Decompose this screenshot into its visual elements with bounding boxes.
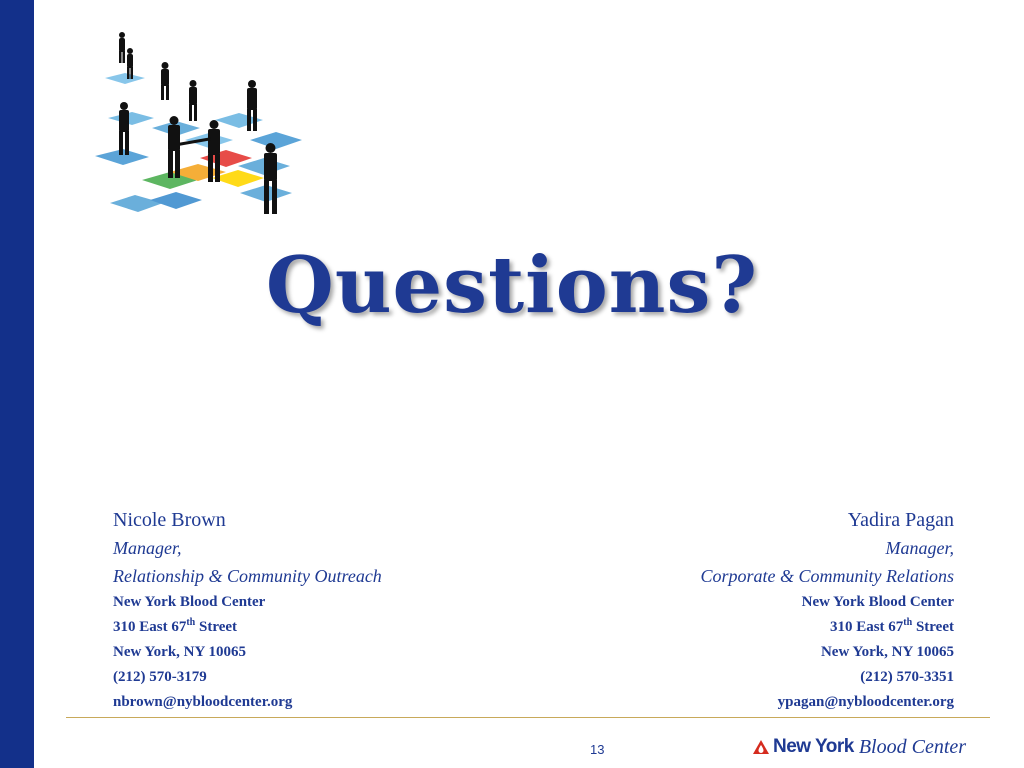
contact-email[interactable]: nbrown@nybloodcenter.org xyxy=(113,694,293,710)
street-ordinal: th xyxy=(903,617,913,628)
street-number: 310 East 67 xyxy=(113,619,187,635)
contact-street xyxy=(113,615,533,640)
street-ordinal: th xyxy=(186,617,196,628)
street-number: 310 East 67 xyxy=(829,619,904,635)
contact-email[interactable]: ypagan@nybloodcenter.org xyxy=(777,694,954,710)
footer-divider xyxy=(66,717,990,718)
slide-title: Questions? xyxy=(265,240,759,331)
street-word: Street xyxy=(195,619,238,635)
contact-department: Corporate & Community Relations xyxy=(700,566,954,586)
contact-card-nicole-brown xyxy=(113,506,533,715)
page-number: 13 xyxy=(590,742,605,757)
contact-organization: New York Blood Center xyxy=(113,594,266,610)
contact-street xyxy=(534,615,954,640)
left-accent-bar xyxy=(0,0,34,768)
contact-title: Manager, xyxy=(113,538,182,558)
blood-drop-triangle-icon xyxy=(752,739,770,755)
contact-title: Manager, xyxy=(885,538,954,558)
contact-card-yadira-pagan xyxy=(534,506,954,715)
contact-name: Nicole Brown xyxy=(113,509,226,531)
business-people-puzzle-illustration xyxy=(90,28,315,253)
logo-new-york-text: New York xyxy=(773,736,854,757)
new-york-blood-center-logo xyxy=(752,735,966,759)
logo-blood-center-text: Blood Center xyxy=(858,735,967,758)
contact-name: Yadira Pagan xyxy=(847,509,954,531)
contact-organization: New York Blood Center xyxy=(801,594,954,610)
contact-city: New York, NY 10065 xyxy=(820,644,954,660)
contact-department: Relationship & Community Outreach xyxy=(113,566,382,586)
street-word: Street xyxy=(912,619,954,635)
contact-phone: (212) 570-3351 xyxy=(860,669,954,685)
contact-phone: (212) 570-3179 xyxy=(113,669,207,685)
contact-city: New York, NY 10065 xyxy=(113,644,247,660)
